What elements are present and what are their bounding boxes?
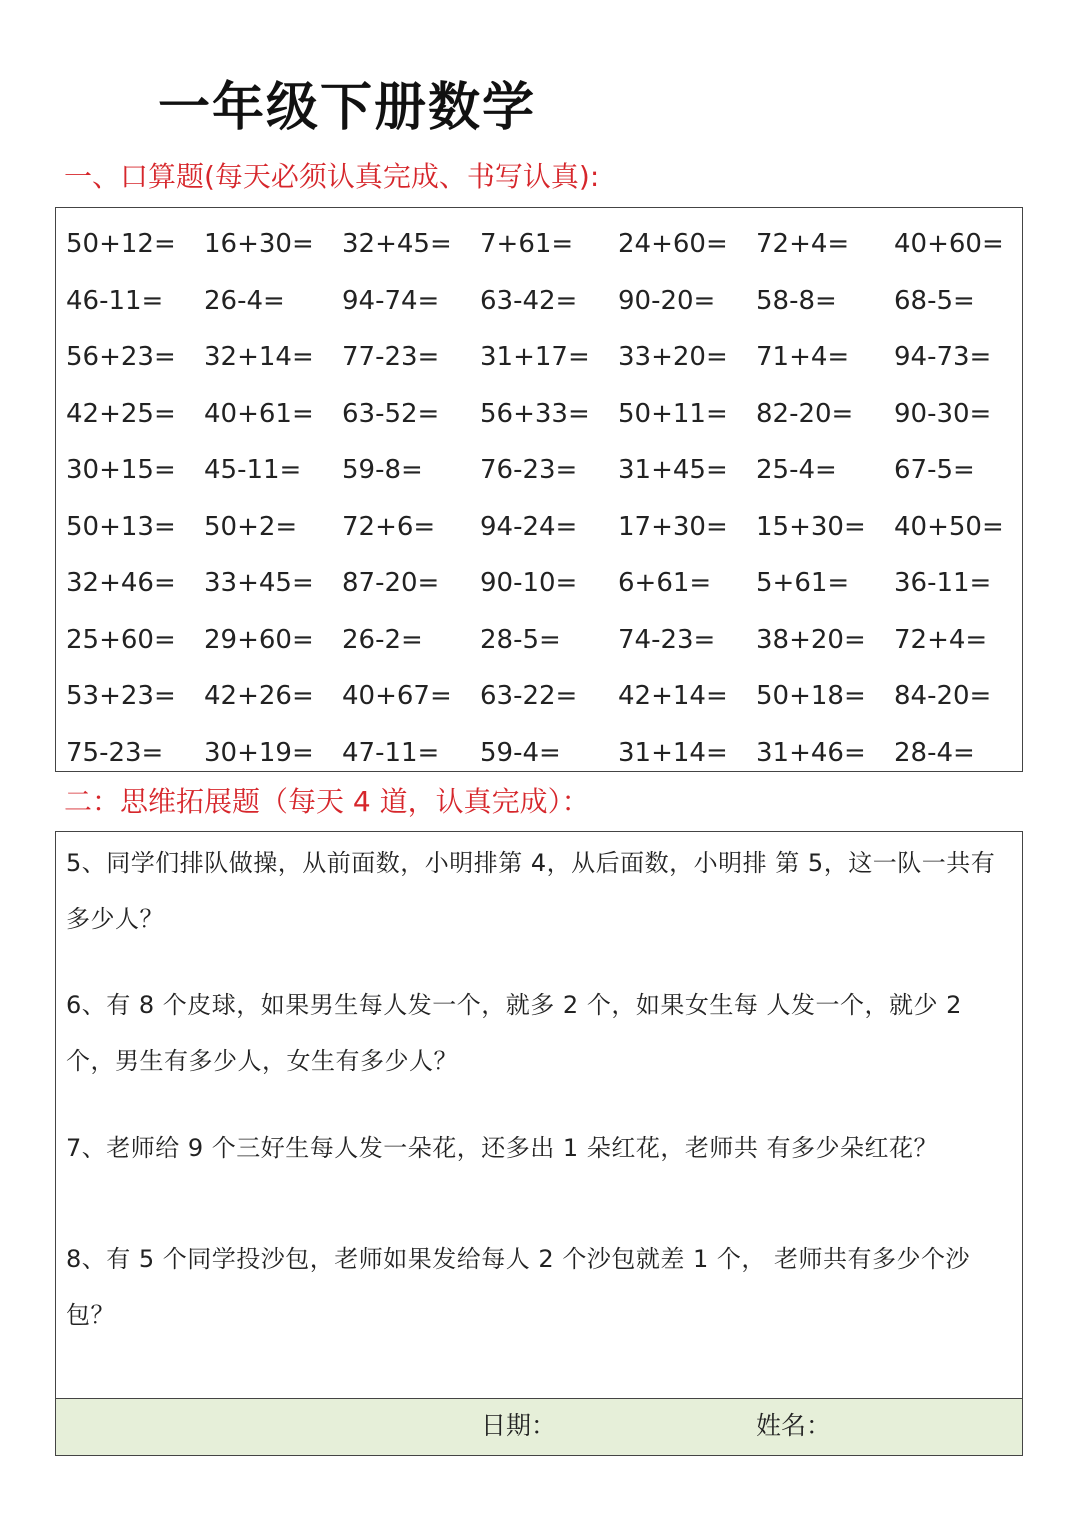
calc-item: 72+4= [756, 229, 850, 259]
calc-item: 33+20= [618, 342, 728, 372]
calc-item: 50+13= [66, 511, 176, 542]
calc-item: 58-8= [756, 285, 837, 316]
calc-item: 50+12= [66, 229, 176, 259]
calc-item: 67-5= [894, 455, 975, 485]
calc-item: 77-23= [342, 342, 440, 372]
calc-item: 45-11= [204, 455, 302, 485]
calc-item: 33+45= [204, 568, 314, 598]
section2-heading: 二：思维拓展题（每天 4 道，认真完成）： [64, 785, 590, 818]
calc-item: 15+30= [756, 511, 866, 542]
calc-item: 94-24= [480, 511, 578, 542]
calc-item: 90-30= [894, 398, 992, 429]
date-label: 日期： [481, 1411, 557, 1440]
calc-item: 87-20= [342, 568, 440, 598]
calc-item: 59-8= [342, 455, 423, 485]
mental-math-grid [66, 216, 1032, 781]
calc-item: 26-2= [342, 624, 423, 655]
calc-item: 53+23= [66, 681, 176, 711]
calc-item: 32+45= [342, 229, 452, 259]
calc-item: 25-4= [756, 455, 837, 485]
calc-item: 63-22= [480, 681, 578, 711]
word-problem-5: 5、同学们排队做操，从前面数，小明排第 4，从后面数，小明排 第 5，这一队一共有多少人？ [66, 849, 996, 933]
calc-item: 40+60= [894, 229, 1004, 259]
calc-item: 30+19= [204, 737, 314, 768]
name-label: 姓名： [756, 1411, 832, 1440]
calc-item: 94-73= [894, 342, 992, 372]
calc-item: 26-4= [204, 285, 285, 316]
calc-item: 59-4= [480, 737, 561, 768]
calc-item: 46-11= [66, 285, 164, 316]
page-title: 一年级下册数学 [158, 78, 537, 138]
calc-item: 40+67= [342, 681, 452, 711]
calc-item: 7+61= [480, 229, 574, 259]
calc-item: 38+20= [756, 624, 866, 655]
calc-item: 42+26= [204, 681, 314, 711]
word-problems-box [55, 831, 1023, 1456]
calc-item: 72+6= [342, 511, 436, 542]
calc-item: 17+30= [618, 511, 728, 542]
calc-item: 6+61= [618, 568, 712, 598]
calc-item: 24+60= [618, 229, 728, 259]
calc-item: 63-52= [342, 398, 440, 429]
calc-item: 90-20= [618, 285, 716, 316]
calc-item: 30+15= [66, 455, 176, 485]
calc-item: 50+2= [204, 511, 298, 542]
calc-item: 74-23= [618, 624, 716, 655]
calc-item: 63-42= [480, 285, 578, 316]
calc-item: 82-20= [756, 398, 854, 429]
calc-item: 75-23= [66, 737, 164, 768]
section1-heading: 一、口算题(每天必须认真完成、书写认真): [64, 160, 600, 193]
calc-item: 90-10= [480, 568, 578, 598]
mental-math-box [55, 207, 1023, 772]
calc-item: 42+14= [618, 681, 728, 711]
calc-item: 76-23= [480, 455, 578, 485]
calc-item: 94-74= [342, 285, 440, 316]
calc-item: 31+14= [618, 737, 728, 768]
calc-item: 50+18= [756, 681, 866, 711]
calc-item: 31+17= [480, 342, 590, 372]
calc-item: 31+46= [756, 737, 866, 768]
calc-item: 40+50= [894, 511, 1004, 542]
word-problem-7: 7、老师给 9 个三好生每人发一朵花，还多出 1 朵红花，老师共 有多少朵红花？ [66, 1134, 938, 1162]
calc-item: 28-4= [894, 737, 975, 768]
calc-item: 16+30= [204, 229, 314, 259]
calc-item: 36-11= [894, 568, 992, 598]
calc-item: 32+46= [66, 568, 176, 598]
calc-item: 56+33= [480, 398, 590, 429]
calc-item: 47-11= [342, 737, 440, 768]
calc-item: 84-20= [894, 681, 992, 711]
calc-item: 25+60= [66, 624, 176, 655]
calc-item: 28-5= [480, 624, 561, 655]
calc-item: 42+25= [66, 398, 176, 429]
word-problem-6: 6、有 8 个皮球，如果男生每人发一个，就多 2 个，如果女生每 人发一个，就少 2 个，男生有多少人，女生有多少人？ [66, 991, 962, 1075]
calc-item: 29+60= [204, 624, 314, 655]
calc-item: 32+14= [204, 342, 314, 372]
calc-item: 56+23= [66, 342, 176, 372]
word-problem-8: 8、有 5 个同学投沙包，老师如果发给每人 2 个沙包就差 1 个， 老师共有多少个沙包？ [66, 1245, 970, 1329]
calc-item: 50+11= [618, 398, 728, 429]
calc-item: 72+4= [894, 624, 988, 655]
calc-item: 71+4= [756, 342, 850, 372]
calc-item: 31+45= [618, 455, 728, 485]
calc-item: 5+61= [756, 568, 850, 598]
footer-bar [56, 1398, 1022, 1455]
calc-item: 40+61= [204, 398, 314, 429]
calc-item: 68-5= [894, 285, 975, 316]
